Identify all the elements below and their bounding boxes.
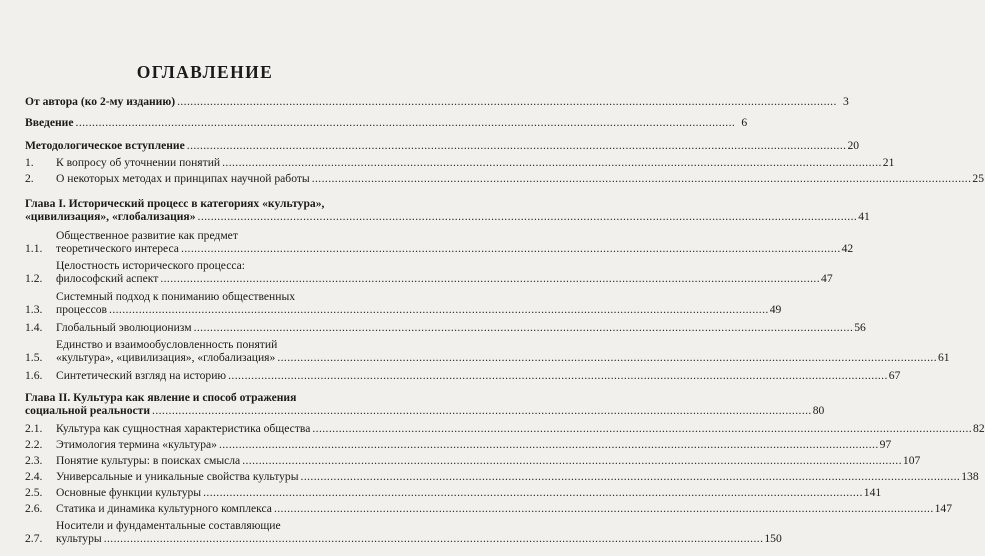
dot-leader (152, 404, 812, 417)
toc-entry-title: процессов (56, 303, 108, 316)
toc-entry-title: Системный подход к пониманию общественных (56, 290, 296, 303)
toc-entry-number: 1.3. (25, 303, 43, 316)
toc-entry-title: Глава I. Исторический процесс в категориях «культура», (25, 197, 325, 210)
dot-leader (76, 116, 736, 129)
toc-entry-title: Введение (25, 116, 74, 129)
toc-page-number: 138 (961, 470, 979, 483)
dot-leader (109, 303, 769, 316)
dot-leader (194, 321, 854, 334)
toc-page-number: 67 (888, 369, 901, 382)
toc-entry-number: 2. (25, 172, 34, 185)
page-title: ОГЛАВЛЕНИЕ (136, 62, 274, 82)
toc-entry (25, 486, 882, 499)
dot-leader (222, 156, 882, 169)
toc-entry (25, 156, 895, 169)
toc-entry-title: Целостность исторического процесса: (56, 259, 246, 272)
toc-entry (25, 391, 825, 417)
dot-leader (160, 272, 820, 285)
toc-page-number: 141 (863, 486, 882, 499)
toc-entry (25, 369, 901, 382)
toc-entry (25, 95, 849, 108)
toc-entry-number: 1.4. (25, 321, 43, 334)
dot-leader (219, 438, 879, 451)
toc-entry-title: О некоторых методах и принципах научной работы (56, 172, 310, 185)
dot-leader (312, 422, 972, 435)
toc-entry-number: 2.7. (25, 532, 43, 545)
toc-page-number: 56 (854, 321, 866, 334)
toc-page-number: 150 (764, 532, 782, 545)
dot-leader (104, 532, 764, 545)
toc-page-number: 41 (858, 210, 870, 223)
toc-entry (25, 172, 984, 185)
toc-entry-number: 1.2. (25, 272, 43, 285)
toc-entry-number: 2.5. (25, 486, 43, 499)
toc-page-number: 3 (842, 95, 849, 108)
toc-page-number: 107 (902, 454, 921, 467)
toc-entry (25, 422, 985, 435)
toc-page-number: 25 (972, 172, 984, 185)
dot-leader (274, 502, 934, 515)
toc-entry (25, 197, 870, 223)
toc-entry-title: Статика и динамика культурного комплекса (56, 502, 272, 515)
toc-entry-number: 1.1. (25, 242, 43, 255)
toc-entry-number: 2.2. (25, 438, 43, 451)
dot-leader (203, 486, 863, 499)
toc-entry-title: «культура», «цивилизация», «глобализация» (56, 351, 276, 364)
dot-leader (198, 210, 858, 223)
toc-entry (25, 321, 866, 334)
toc-page-number: 47 (821, 272, 833, 285)
toc-entry-title: Единство и взаимообусловленность понятий (56, 338, 278, 351)
toc-entry-number: 1. (25, 156, 34, 169)
toc-page-number: 147 (934, 502, 953, 515)
toc-entry-title: Культура как сущностная характеристика общества (56, 422, 311, 435)
toc-page-number: 20 (847, 139, 860, 152)
toc-entry (25, 290, 782, 316)
toc-entry-title: К вопросу об уточнении понятий (56, 156, 221, 169)
toc-entry (25, 502, 953, 515)
toc-entry (25, 229, 854, 255)
toc-entry-number: 2.3. (25, 454, 43, 467)
toc-entry-title: Носители и фундаментальные составляющие (56, 519, 281, 532)
dot-leader (312, 172, 972, 185)
toc-entry-title: Синтетический взгляд на историю (56, 369, 227, 382)
toc-page-number: 97 (879, 438, 892, 451)
toc-entry-title: культуры (56, 532, 102, 545)
toc-entry-title: Универсальные и уникальные свойства культуры (56, 470, 299, 483)
toc-entry-title: социальной реальности (25, 404, 151, 417)
dot-leader (181, 242, 841, 255)
toc-page-number: 61 (938, 351, 950, 364)
toc-entry-number: 2.1. (25, 422, 43, 435)
dot-leader (301, 470, 961, 483)
toc-page-number: 42 (841, 242, 854, 255)
dot-leader (242, 454, 902, 467)
toc-entry (25, 259, 833, 285)
toc-entry-title: философский аспект (56, 272, 159, 285)
dot-leader (187, 139, 847, 152)
toc-entry (25, 438, 892, 451)
toc-entry-title: Понятие культуры: в поисках смысла (56, 454, 241, 467)
toc-entry (25, 454, 921, 467)
toc-entry-title: Методологическое вступление (25, 139, 185, 152)
dot-leader (277, 351, 937, 364)
toc-page-number: 6 (741, 116, 748, 129)
toc-entry-number: 1.5. (25, 351, 43, 364)
toc-page-number: 82 (973, 422, 985, 435)
toc-entry-number: 2.4. (25, 470, 43, 483)
toc-entry (25, 116, 748, 129)
toc-entry (25, 338, 950, 364)
dot-leader (177, 95, 837, 108)
toc-entry-number: 2.6. (25, 502, 43, 515)
toc-entry-title: Этимология термина «культура» (56, 438, 217, 451)
toc-page-number: 80 (812, 404, 825, 417)
dot-leader (228, 369, 888, 382)
toc-entry-number: 1.6. (25, 369, 43, 382)
toc-entry (25, 519, 782, 545)
toc-entry-title: Глобальный эволюционизм (56, 321, 192, 334)
toc-entry-title: Глава II. Культура как явление и способ отражения (25, 391, 297, 404)
toc-entry-title: «цивилизация», «глобализация» (25, 210, 196, 223)
toc-page-number: 49 (769, 303, 782, 316)
toc-page-number: 21 (882, 156, 895, 169)
toc-entry-title: Общественное развитие как предмет (56, 229, 238, 242)
toc-entry-title: Основные функции культуры (56, 486, 202, 499)
toc-entry-title: От автора (ко 2-му изданию) (25, 95, 176, 108)
toc-entry (25, 139, 860, 152)
toc-entry (25, 470, 979, 483)
toc-entry-title: теоретического интереса (56, 242, 179, 255)
